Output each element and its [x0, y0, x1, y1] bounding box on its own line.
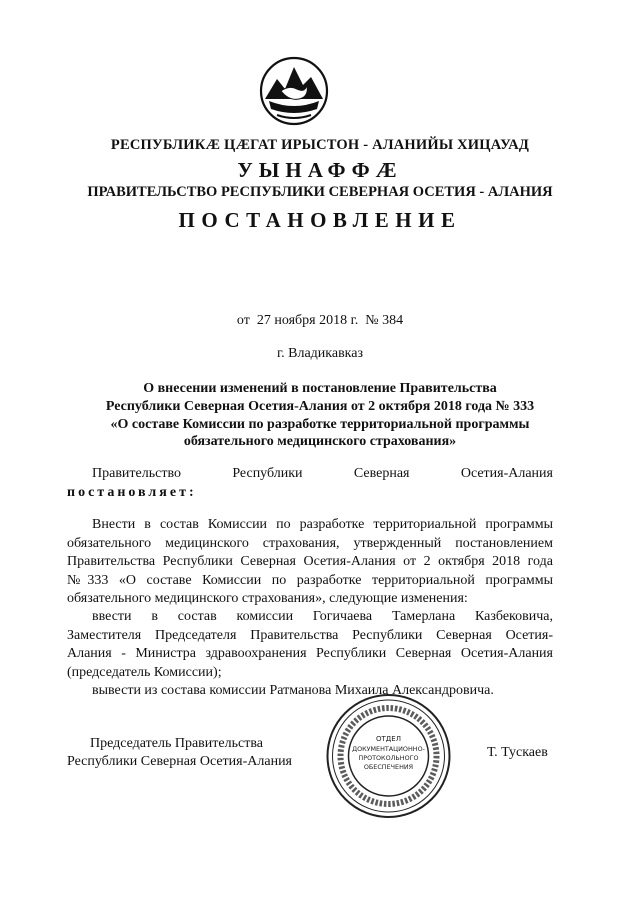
stamp-text: ДОКУМЕНТАЦИОННО-: [352, 745, 425, 753]
decree-number: № 384: [365, 313, 404, 328]
decree-title-line: обязательного медицинского страхования»: [183, 434, 457, 449]
preamble-line: [92, 466, 553, 482]
ossetian-decree-heading: УЫНАФФӔ: [237, 158, 403, 182]
resolves-word: постановляет:: [67, 485, 197, 500]
body-line: обязательного медицинского страхования, утвержденный постановлением: [67, 536, 553, 551]
decree-title-line: «О составе Комиссии по разработке территориальной программы: [110, 417, 530, 432]
signatory-position: Председатель Правительства: [90, 736, 263, 751]
signatory-position: Республики Северная Осетия-Алания: [67, 754, 292, 769]
preamble-word: Северная: [353, 466, 410, 481]
body-line: ввести в состав комиссии Гогичаева Тамерлана Казбековича,: [92, 609, 553, 624]
decree-title-line: Республики Северная Осетия-Алания от 2 октября 2018 года № 333: [105, 399, 535, 414]
body-line: №333 «О составе Комиссии по разработке территориальной программы: [67, 573, 553, 588]
city: г. Владикавказ: [276, 346, 364, 361]
preamble-word: Республики: [232, 466, 303, 481]
body-line: вывести из состава комиссии Ратманова Михаила Александровича.: [92, 683, 494, 698]
official-seal-stamp: [324, 692, 453, 820]
russian-government-name: ПРАВИТЕЛЬСТВО РЕСПУБЛИКИ СЕВЕРНАЯ ОСЕТИЯ - АЛАНИЯ: [87, 184, 553, 200]
decree-date: 27 ноября 2018 г.: [256, 313, 359, 328]
preamble-word: Осетия-Алания: [460, 466, 553, 481]
preamble-word: Правительство: [92, 466, 181, 481]
body-line: обязательного медицинского страхования», следующие изменения:: [67, 591, 468, 606]
decree-title-line: О внесении изменений в постановление Правительства: [143, 381, 497, 396]
body-line: Внести в состав Комиссии по разработке территориальной программы: [92, 517, 553, 532]
russian-decree-heading: ПОСТАНОВЛЕНИЕ: [178, 208, 462, 232]
body-line: Правительства Республики Северная Осетия-Алания от 2 октября 2018 года: [67, 554, 553, 569]
ossetian-government-name: РЕСПУБЛИКӔ ЦӔГАТ ИРЫСТОН - АЛАНИЙЫ ХИЦАУАД: [110, 137, 530, 153]
body-line: Алания - Министра здравоохранения Республики Северная Осетия-Алания: [67, 646, 553, 661]
stamp-text: ОТДЕЛ: [376, 735, 401, 743]
decree-date-line: [0, 313, 640, 329]
stamp-text: ПРОТОКОЛЬНОГО: [358, 754, 419, 762]
body-line: Заместителя Председателя Правительства Республики Северная Осетия-: [67, 628, 553, 643]
stamp-text: ОБЕСПЕЧЕНИЯ: [363, 763, 414, 771]
from-label: от: [236, 313, 250, 328]
coat-of-arms-emblem: [259, 55, 329, 127]
signatory-name: Т. Тускаев: [487, 745, 548, 760]
body-line: (председатель Комиссии);: [67, 665, 222, 680]
